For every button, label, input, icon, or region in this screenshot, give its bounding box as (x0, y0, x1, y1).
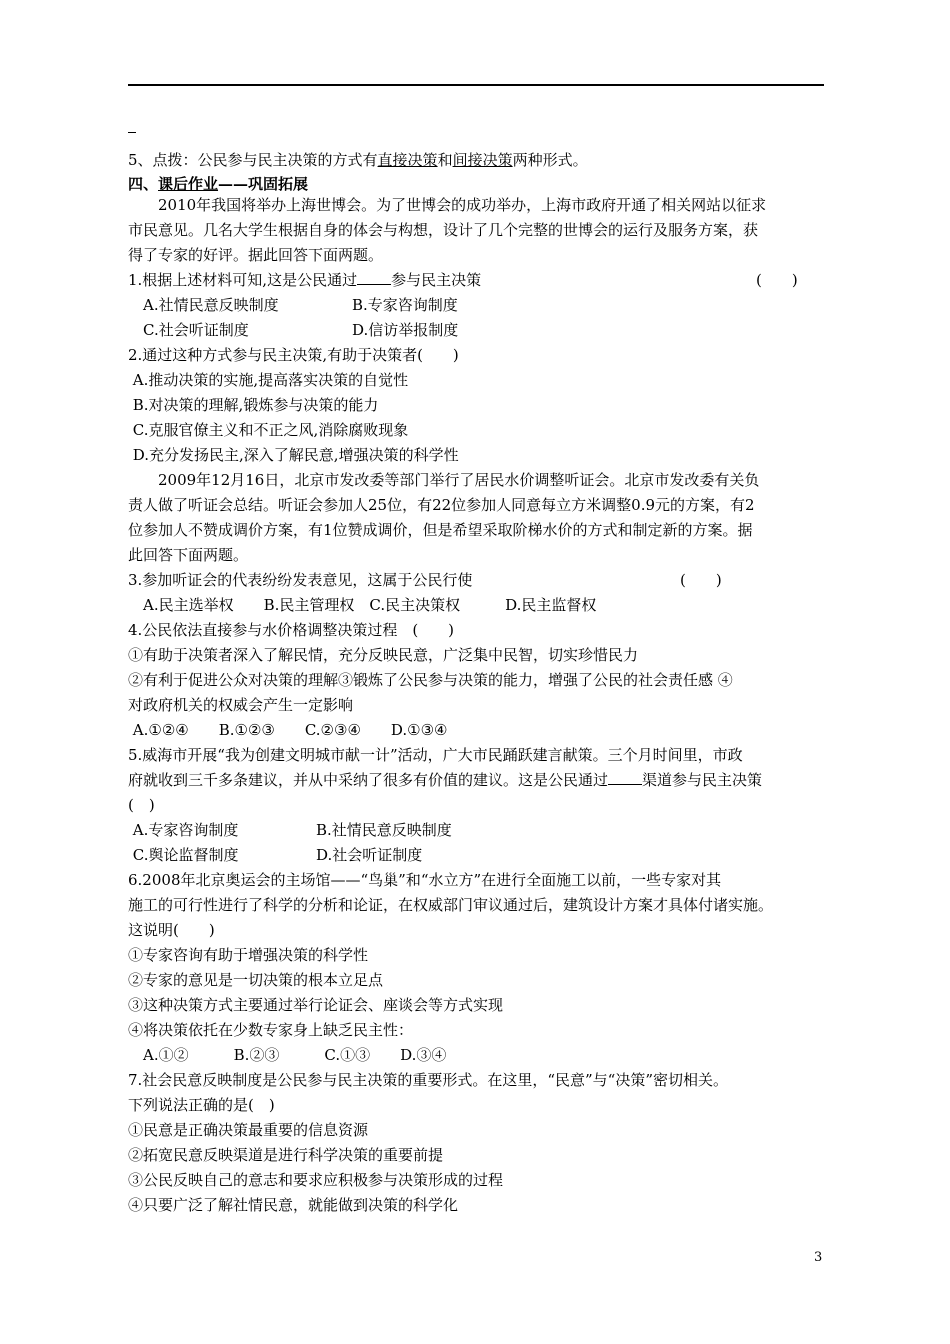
q6-line: ②专家的意见是一切决策的根本立足点 (128, 971, 384, 989)
q6-line: 施工的可行性进行了科学的分析和论证，在权威部门审议通过后，建筑设计方案才具体付诸实施。 (128, 896, 774, 914)
q4-options: A.①②④ B.①②③ C.②③④ D.①③④ (128, 721, 448, 739)
q1-option-a: A.社情民意反映制度 (128, 296, 279, 314)
q7-line: 7.社会民意反映制度是公民参与民主决策的重要形式。在这里，“民意”与“决策”密切相关。 (128, 1071, 728, 1089)
q2-option: B.对决策的理解,锻炼参与决策的能力 (128, 396, 379, 414)
q7-line: ③公民反映自己的意志和要求应积极参与决策形成的过程 (128, 1171, 504, 1189)
q6-line: ③这种决策方式主要通过举行论证会、座谈会等方式实现 (128, 996, 504, 1014)
material-1-line: 2010年我国将举办上海世博会。为了世博会的成功举办，上海市政府开通了相关网站以征求 (128, 196, 767, 214)
q4-stem: 4.公民依法直接参与水价格调整决策过程 ( ) (128, 621, 455, 639)
q1-stem: 1.根据上述材料可知,这是公民通过 参与民主决策 (128, 271, 482, 289)
q7-line: ④只要广泛了解社情民意，就能做到决策的科学化 (128, 1196, 459, 1214)
dash-mark (128, 132, 136, 133)
header-rule (128, 84, 824, 86)
q4-item: ①有助于决策者深入了解民情，充分反映民意，广泛集中民智，切实珍惜民力 (128, 646, 639, 664)
q5-answer-bracket: ( ) (128, 796, 155, 814)
section-4-heading: 四、课后作业——巩固拓展 (128, 175, 309, 193)
q6-line: ①专家咨询有助于增强决策的科学性 (128, 946, 369, 964)
q2-stem: 2.通过这种方式参与民主决策,有助于决策者( ) (128, 346, 459, 364)
q5-option-a: A.专家咨询制度 (128, 821, 239, 839)
q3-options: A.民主选举权 B.民主管理权 C.民主决策权 D.民主监督权 (128, 596, 597, 614)
q4-item: ②有利于促进公众对决策的理解③锻炼了公民参与决策的能力，增强了公民的社会责任感 ④ (128, 671, 733, 689)
q2-option: C.克服官僚主义和不正之风,消除腐败现象 (128, 421, 409, 439)
q1-option-b: B.专家咨询制度 (352, 296, 458, 314)
tip-5: 5、点拨：公民参与民主决策的方式有直接决策和间接决策两种形式。 (128, 151, 588, 169)
q3-answer-bracket: ( ) (680, 571, 722, 589)
material-1-line: 得了专家的好评。据此回答下面两题。 (128, 246, 384, 264)
q1-option-c: C.社会听证制度 (128, 321, 249, 339)
q1-answer-bracket: ( ) (756, 271, 798, 289)
q6-options: A.①② B.②③ C.①③ D.③④ (128, 1046, 447, 1064)
q2-option: A.推动决策的实施,提高落实决策的自觉性 (128, 371, 409, 389)
material-2-line: 2009年12月16日，北京市发改委等部门举行了居民水价调整听证会。北京市发改委有关负 (128, 471, 760, 489)
q7-line: ①民意是正确决策最重要的信息资源 (128, 1121, 369, 1139)
q7-line: 下列说法正确的是( ) (128, 1096, 275, 1114)
q5-option-b: B.社情民意反映制度 (316, 821, 452, 839)
q7-line: ②拓宽民意反映渠道是进行科学决策的重要前提 (128, 1146, 444, 1164)
q1-option-d: D.信访举报制度 (352, 321, 459, 339)
q6-line: 6.2008年北京奥运会的主场馆——“鸟巢”和“水立方”在进行全面施工以前，一些专家对其 (128, 871, 722, 889)
q6-line: 这说明( ) (128, 921, 215, 939)
q5-stem: 5.威海市开展“我为创建文明城市献一计”活动，广大市民踊跃建言献策。三个月时间里，市政 (128, 746, 743, 764)
q5-stem-2: 府就收到三千多条建议，并从中采纳了很多有价值的建议。这是公民通过 渠道参与民主决策 (128, 771, 763, 789)
q5-option-c: C.舆论监督制度 (128, 846, 239, 864)
material-2-line: 此回答下面两题。 (128, 546, 249, 564)
q5-option-d: D.社会听证制度 (316, 846, 423, 864)
page-number: 3 (814, 1250, 823, 1265)
material-2-line: 责人做了听证会总结。听证会参加人25位，有22位参加人同意每立方米调整0.9元的方案，有2 (128, 496, 755, 514)
q4-item: 对政府机关的权威会产生一定影响 (128, 696, 354, 714)
material-2-line: 位参加人不赞成调价方案，有1位赞成调价，但是希望采取阶梯水价的方式和制定新的方案。据 (128, 521, 753, 539)
q3-stem: 3.参加听证会的代表纷纷发表意见，这属于公民行使 (128, 571, 473, 589)
q6-line: ④将决策依托在少数专家身上缺乏民主性： (128, 1021, 414, 1039)
material-1-line: 市民意见。几名大学生根据自身的体会与构想，设计了几个完整的世博会的运行及服务方案，获 (128, 221, 759, 239)
q2-option: D.充分发扬民主,深入了解民意,增强决策的科学性 (128, 446, 459, 464)
